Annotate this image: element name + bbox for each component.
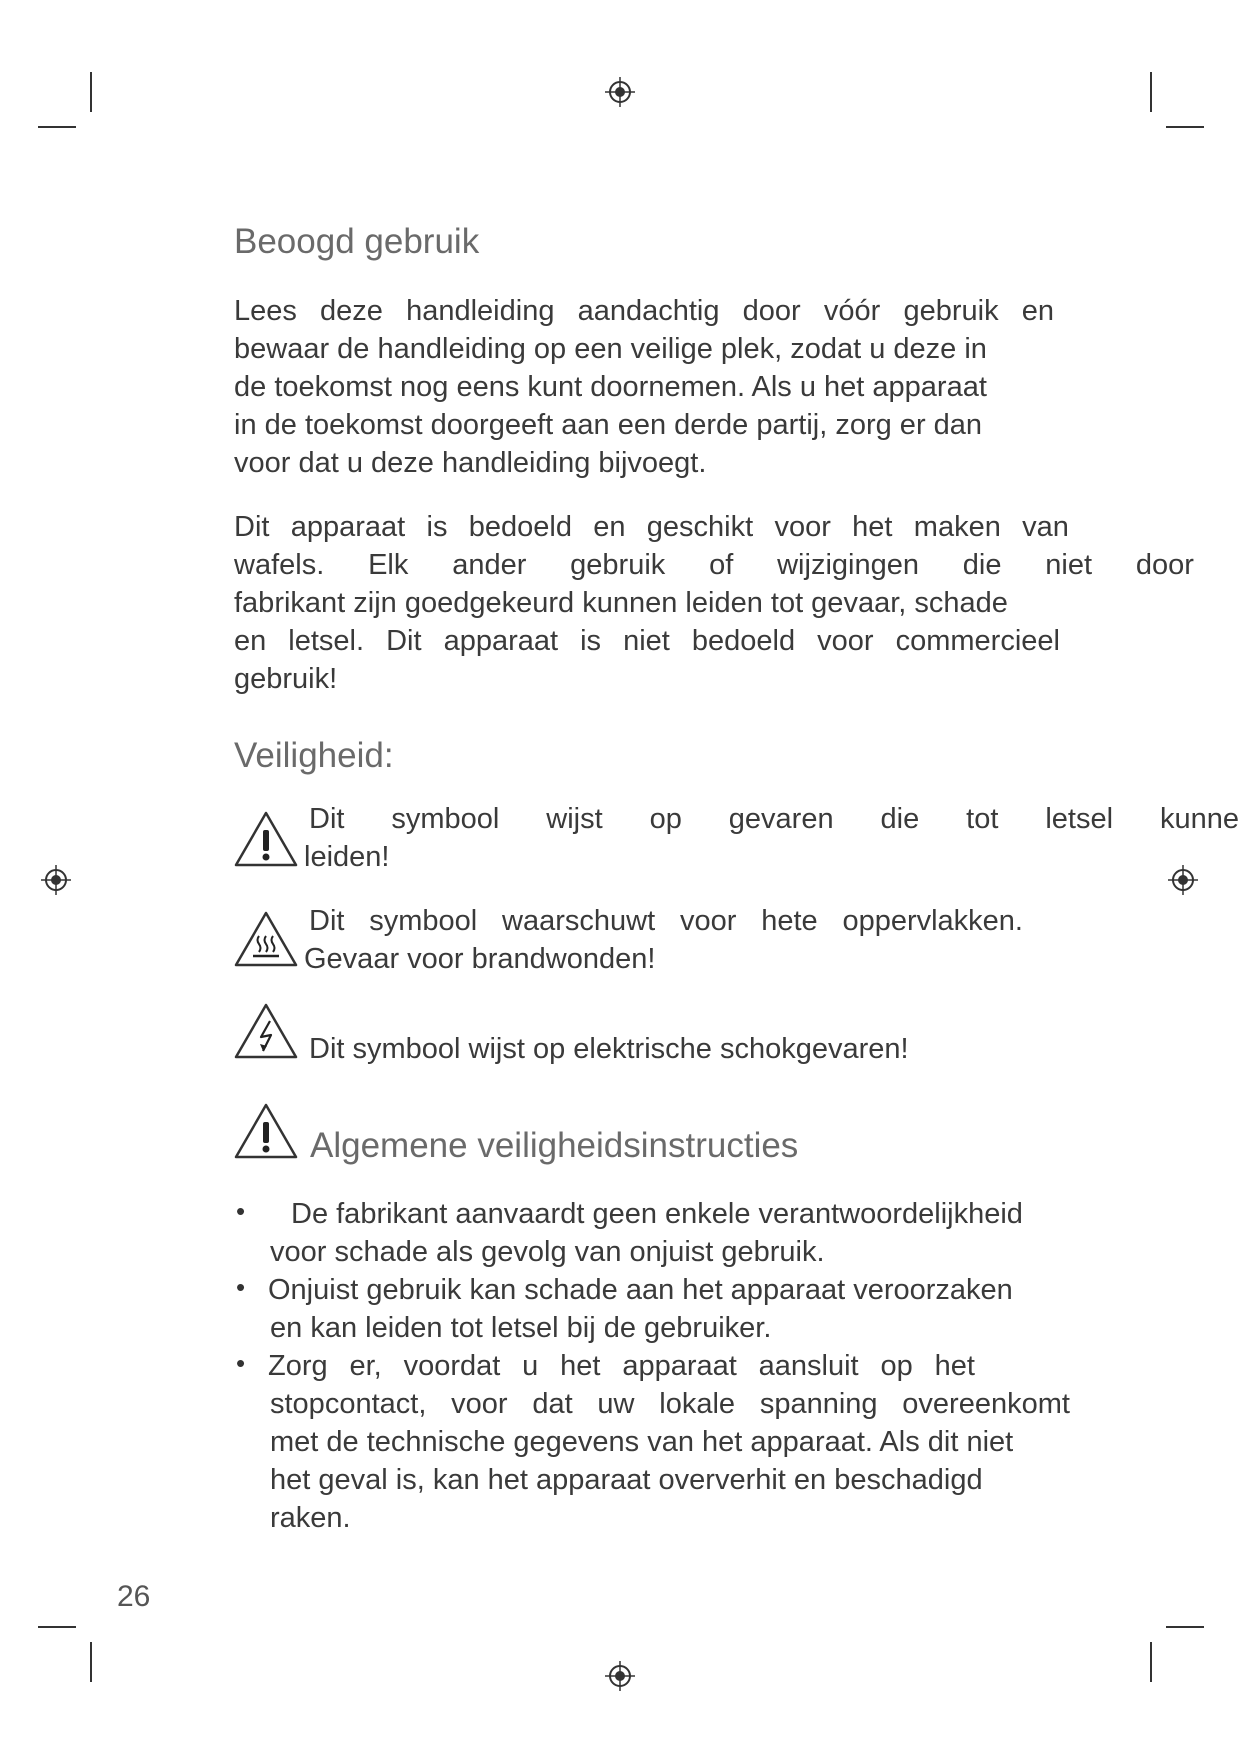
crop-mark (90, 1642, 92, 1682)
word: door (1135, 549, 1194, 581)
word: niet (1045, 549, 1093, 581)
bullet-2-line-2: en kan leiden tot letsel bij de gebruiker. (270, 1312, 772, 1344)
word: gevaren (728, 803, 834, 835)
text-line: bewaar de handleiding op een veilige plek, zodat u deze in (234, 333, 987, 365)
word: stopcontact, (270, 1388, 427, 1420)
word: die (962, 549, 1002, 581)
word: het (934, 1350, 975, 1382)
word: u (522, 1350, 539, 1382)
crop-mark (1150, 72, 1152, 112)
word: tot (966, 803, 999, 835)
word: Elk (368, 549, 409, 581)
word: handleiding (406, 295, 555, 327)
section-title-beoogd-gebruik: Beoogd gebruik (234, 222, 480, 261)
word: en (1021, 295, 1054, 327)
bullet-2-line-1: Onjuist gebruik kan schade aan het apparaat veroorzaken (268, 1274, 1013, 1306)
word: Dit (386, 625, 422, 657)
word: van (1022, 511, 1069, 543)
crop-mark (1150, 1642, 1152, 1682)
paragraph-intended-use-2 (234, 508, 1194, 698)
word: spanning (759, 1388, 878, 1420)
word: ander (452, 549, 527, 581)
crop-mark (1166, 126, 1204, 128)
word: wafels. (234, 549, 325, 581)
section-title-algemene-veiligheidsinstructies: Algemene veiligheidsinstructies (310, 1126, 799, 1165)
word: oppervlakken. (842, 905, 1023, 937)
word: kunne (1159, 803, 1239, 835)
word: voor (774, 511, 831, 543)
word: voordat (403, 1350, 501, 1382)
word: is (426, 511, 448, 543)
word: apparaat (290, 511, 406, 543)
paragraph-intended-use-1 (234, 292, 1054, 482)
word: dat (532, 1388, 573, 1420)
word: er, (349, 1350, 382, 1382)
word: Dit (309, 905, 345, 937)
registration-mark-icon (605, 1661, 635, 1691)
justified-line (234, 546, 1194, 584)
text-line: gebruik! (234, 663, 338, 695)
symbol-1-line-2: leiden! (304, 841, 390, 873)
word: Lees (234, 295, 297, 327)
bullet-marker: • (236, 1272, 246, 1302)
word: bedoeld (468, 511, 572, 543)
word: bedoeld (691, 625, 796, 657)
text-line: in de toekomst doorgeeft aan een derde partij, zorg er dan (234, 409, 983, 441)
word: symbool (369, 905, 478, 937)
bullet-1-line-2: voor schade als gevolg van onjuist gebruik. (270, 1236, 825, 1268)
crop-mark (90, 72, 92, 112)
bullet-3-line-4: het geval is, kan het apparaat oververhit en beschadigd (270, 1464, 983, 1496)
bullet-1-line-1: De fabrikant aanvaardt geen enkele verantwoordelijkheid (291, 1198, 1023, 1230)
bullet-marker: • (236, 1348, 246, 1378)
word: of (709, 549, 734, 581)
word: gebruik (903, 295, 999, 327)
bullet-3-line-5: raken. (270, 1502, 351, 1534)
word: het (852, 511, 893, 543)
word: symbool (391, 803, 500, 835)
registration-mark-icon (605, 77, 635, 107)
justified-line (234, 292, 1054, 330)
symbol-2-line-2: Gevaar voor brandwonden! (304, 943, 656, 975)
text-line: fabrikant zijn goedgekeurd kunnen leiden tot gevaar, schade (234, 587, 1008, 619)
word: waarschuwt (502, 905, 656, 937)
crop-mark (1166, 1626, 1204, 1628)
word: letsel. (288, 625, 365, 657)
warning-exclamation-icon (233, 1102, 299, 1160)
symbol-1-line-1 (309, 800, 1239, 838)
crop-mark (38, 1626, 76, 1628)
section-title-veiligheid: Veiligheid: (234, 736, 394, 775)
word: voor (451, 1388, 508, 1420)
word: apparaat (622, 1350, 737, 1382)
symbol-2-line-1 (309, 902, 1023, 940)
word: Zorg (268, 1350, 328, 1382)
word: voor (817, 625, 874, 657)
word: wijst (546, 803, 603, 835)
word: apparaat (443, 625, 559, 657)
word: op (880, 1350, 913, 1382)
word: aandachtig (577, 295, 720, 327)
word: is (580, 625, 602, 657)
word: vóór (823, 295, 881, 327)
word: en (234, 625, 267, 657)
word: op (649, 803, 682, 835)
text-line: de toekomst nog eens kunt doornemen. Als u het apparaat (234, 371, 987, 403)
warning-exclamation-icon (233, 810, 299, 868)
word: lokale (659, 1388, 736, 1420)
word: commercieel (895, 625, 1060, 657)
word: voor (679, 905, 737, 937)
symbol-3-line-1: Dit symbool wijst op elektrische schokgevaren! (309, 1033, 909, 1065)
text-line: voor dat u deze handleiding bijvoegt. (234, 447, 707, 479)
word: Dit (309, 803, 345, 835)
word: door (742, 295, 801, 327)
word: wijzigingen (777, 549, 919, 581)
bullet-3-line-3: met de technische gegevens van het apparaat. Als dit niet (270, 1426, 1014, 1458)
bullet-3-line-2 (270, 1385, 1070, 1423)
word: Dit (234, 511, 270, 543)
crop-mark (38, 126, 76, 128)
word: die (880, 803, 920, 835)
word: maken (913, 511, 1001, 543)
word: hete (761, 905, 818, 937)
electric-shock-icon (233, 1002, 299, 1060)
word: het (560, 1350, 601, 1382)
word: gebruik (570, 549, 666, 581)
word: aansluit (758, 1350, 859, 1382)
bullet-3-line-1 (268, 1347, 975, 1385)
justified-line (234, 622, 1060, 660)
word: geschikt (646, 511, 754, 543)
word: letsel (1045, 803, 1114, 835)
registration-mark-icon (41, 865, 71, 895)
word: uw (597, 1388, 635, 1420)
registration-mark-icon (1168, 865, 1198, 895)
word: en (593, 511, 626, 543)
word: overeenkomt (902, 1388, 1070, 1420)
bullet-marker: • (236, 1196, 246, 1226)
hot-surface-icon (233, 910, 299, 968)
justified-line (234, 508, 1069, 546)
page-number: 26 (117, 1580, 151, 1613)
word: niet (623, 625, 670, 657)
word: deze (320, 295, 383, 327)
